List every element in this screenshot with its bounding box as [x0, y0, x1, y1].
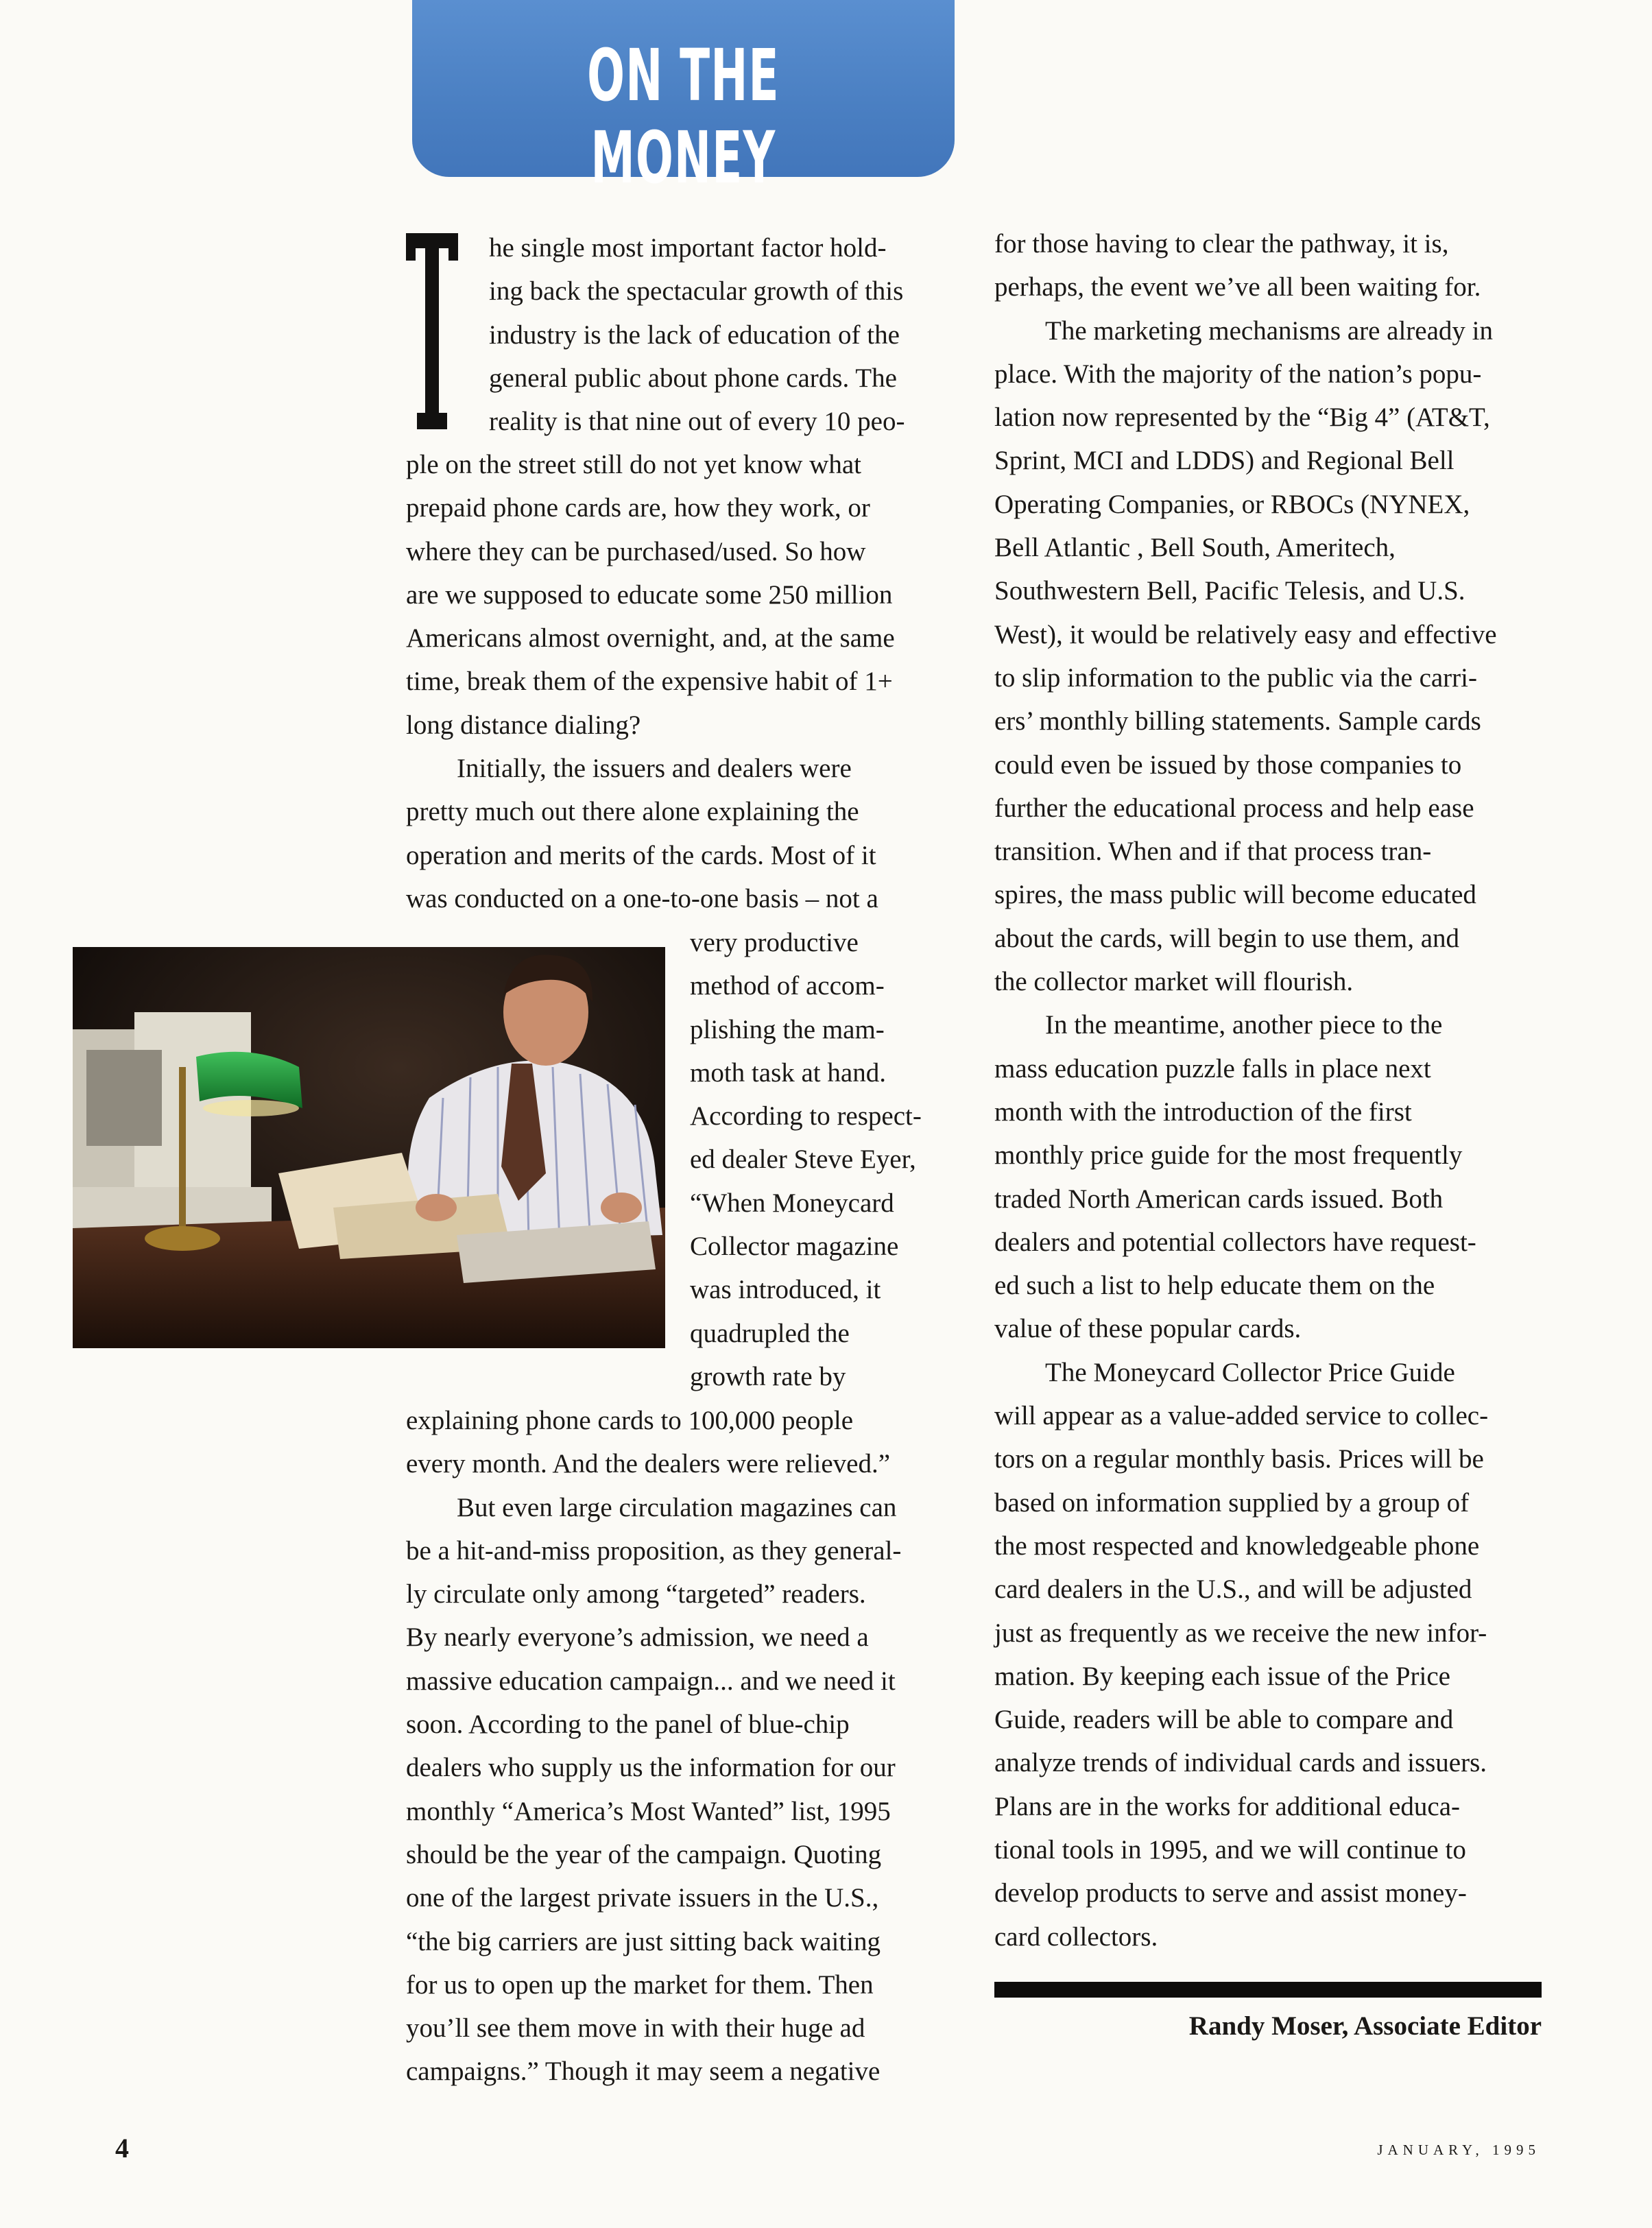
- text-line: prepaid phone cards are, how they work, or: [406, 493, 870, 523]
- text-line: based on information supplied by a group of: [994, 1487, 1470, 1518]
- text-line: Southwestern Bell, Pacific Telesis, and U.S.: [994, 576, 1465, 606]
- author-byline: Randy Moser, Associate Editor: [1188, 2011, 1542, 2041]
- text-line: long distance dialing?: [406, 710, 641, 740]
- text-line: should be the year of the campaign. Quoting: [406, 1839, 882, 1869]
- text-line: Bell Atlantic , Bell South, Ameritech,: [994, 533, 1396, 563]
- text-line: ly circulate only among “targeted” readers.: [406, 1579, 866, 1609]
- text-line: time, break them of the expensive habit of 1+: [406, 667, 893, 697]
- drop-cap-t: [406, 233, 458, 429]
- text-line: very productive: [690, 928, 859, 957]
- text-line: transition. When and if that process tran-: [994, 837, 1432, 867]
- text-line: Initially, the issuers and dealers were: [457, 754, 852, 784]
- text-line: the most respected and knowledgeable phone: [994, 1531, 1480, 1561]
- text-line: Guide, readers will be able to compare and: [994, 1705, 1454, 1735]
- text-line: ers’ monthly billing statements. Sample cards: [994, 706, 1481, 736]
- text-line: one of the largest private issuers in the U.S.,: [406, 1883, 879, 1913]
- text-line: Sprint, MCI and LDDS) and Regional Bell: [994, 446, 1455, 476]
- text-line: mass education puzzle falls in place next: [994, 1053, 1431, 1083]
- text-line: industry is the lack of education of the: [489, 320, 900, 350]
- section-header-tab: [412, 0, 955, 200]
- text-line: pretty much out there alone explaining the: [406, 797, 859, 827]
- text-line: analyze trends of individual cards and issuers.: [994, 1748, 1487, 1778]
- text-line: West), it would be relatively easy and effective: [994, 619, 1497, 649]
- text-line: mation. By keeping each issue of the Price: [994, 1661, 1450, 1691]
- text-line: dealers and potential collectors have request-: [994, 1227, 1476, 1257]
- text-line: he single most important factor hold-: [489, 233, 887, 263]
- text-line: tional tools in 1995, and we will continue to: [994, 1834, 1466, 1865]
- text-line: traded North American cards issued. Both: [994, 1184, 1444, 1214]
- text-line: ple on the street still do not yet know what: [406, 450, 861, 479]
- text-line: tors on a regular monthly basis. Prices will be: [994, 1444, 1484, 1474]
- text-line: be a hit-and-miss proposition, as they general-: [406, 1535, 902, 1566]
- text-line: method of accom-: [690, 971, 885, 1001]
- text-line: campaigns.” Though it may seem a negative: [406, 2057, 881, 2087]
- text-line: monthly price guide for the most frequently: [994, 1140, 1463, 1171]
- left-column-body-top: [406, 443, 950, 920]
- photo-illustration: [73, 947, 665, 1348]
- issue-date: JANUARY, 1995: [1377, 2142, 1540, 2158]
- text-line: general public about phone cards. The: [489, 363, 897, 393]
- text-line: to slip information to the public via the carri-: [994, 662, 1477, 693]
- text-line: Operating Companies, or RBOCs (NYNEX,: [994, 489, 1470, 519]
- left-column-intro: [489, 226, 950, 443]
- text-line: for us to open up the market for them. Then: [406, 1969, 874, 2000]
- text-line: about the cards, will begin to use them, and: [994, 923, 1460, 953]
- text-line: Collector magazine: [690, 1232, 899, 1262]
- text-line: growth rate by: [690, 1361, 846, 1391]
- text-line: value of these popular cards.: [994, 1314, 1302, 1344]
- text-line: The marketing mechanisms are already in: [1045, 315, 1493, 346]
- text-line: “the big carriers are just sitting back waiting: [406, 1926, 881, 1956]
- text-line: operation and merits of the cards. Most of it: [406, 840, 876, 870]
- text-line: the collector market will flourish.: [994, 967, 1354, 997]
- text-line: moth task at hand.: [690, 1057, 886, 1088]
- text-line: According to respect-: [690, 1101, 922, 1131]
- text-line: further the educational process and help ease: [994, 793, 1474, 823]
- text-line: But even large circulation magazines can: [457, 1492, 897, 1522]
- text-line: could even be issued by those companies to: [994, 750, 1462, 780]
- text-line: every month. And the dealers were relieved.”: [406, 1449, 891, 1479]
- text-line: plishing the mam-: [690, 1014, 885, 1044]
- text-line: was conducted on a one-to-one basis – not a: [406, 883, 878, 913]
- text-line: spires, the mass public will become educated: [994, 880, 1476, 910]
- text-line: month with the introduction of the first: [994, 1097, 1412, 1127]
- text-line: In the meantime, another piece to the: [1045, 1010, 1443, 1040]
- photo-man-at-desk: [73, 947, 665, 1348]
- text-line: The Moneycard Collector Price Guide: [1045, 1357, 1455, 1387]
- text-line: ed such a list to help educate them on the: [994, 1271, 1435, 1301]
- left-column-beside-photo: [690, 921, 950, 1398]
- text-line: By nearly everyone’s admission, we need a: [406, 1622, 869, 1653]
- text-line: was introduced, it: [690, 1275, 881, 1305]
- text-line: ed dealer Steve Eyer,: [690, 1145, 916, 1175]
- text-line: just as frequently as we receive the new infor-: [994, 1618, 1487, 1648]
- text-line: Americans almost overnight, and, at the same: [406, 623, 895, 654]
- text-line: soon. According to the panel of blue-chip: [406, 1710, 850, 1740]
- text-line: dealers who supply us the information for our: [406, 1753, 896, 1783]
- text-line: perhaps, the event we’ve all been waiting for.: [994, 272, 1481, 302]
- page-number: 4: [115, 2133, 129, 2164]
- section-title: ON THE MONEY: [587, 34, 780, 200]
- text-line: will appear as a value-added service to collec-: [994, 1401, 1489, 1431]
- text-line: develop products to serve and assist money-: [994, 1878, 1467, 1908]
- text-line: card collectors.: [994, 1921, 1158, 1952]
- closing-rule: [994, 1982, 1542, 1998]
- text-line: are we supposed to educate some 250 million: [406, 579, 893, 610]
- text-line: card dealers in the U.S., and will be adjusted: [994, 1574, 1472, 1605]
- text-line: you’ll see them move in with their huge ad: [406, 2013, 865, 2044]
- text-line: quadrupled the: [690, 1318, 850, 1348]
- right-column-body: [994, 222, 1542, 1959]
- text-line: explaining phone cards to 100,000 people: [406, 1406, 854, 1435]
- text-line: where they can be purchased/used. So how: [406, 536, 866, 566]
- text-line: monthly “America’s Most Wanted” list, 1995: [406, 1796, 891, 1826]
- text-line: place. With the majority of the nation’s popu-: [994, 359, 1482, 389]
- text-line: for those having to clear the pathway, it is,: [994, 229, 1449, 259]
- text-line: massive education campaign... and we need it: [406, 1666, 896, 1696]
- left-column-body-bottom: [406, 1399, 950, 2094]
- text-line: ing back the spectacular growth of this: [489, 276, 904, 307]
- text-line: reality is that nine out of every 10 peo-: [489, 407, 905, 437]
- text-line: Plans are in the works for additional educa-: [994, 1791, 1461, 1821]
- text-line: “When Moneycard: [690, 1188, 894, 1218]
- text-line: lation now represented by the “Big 4” (AT&T,: [994, 403, 1490, 433]
